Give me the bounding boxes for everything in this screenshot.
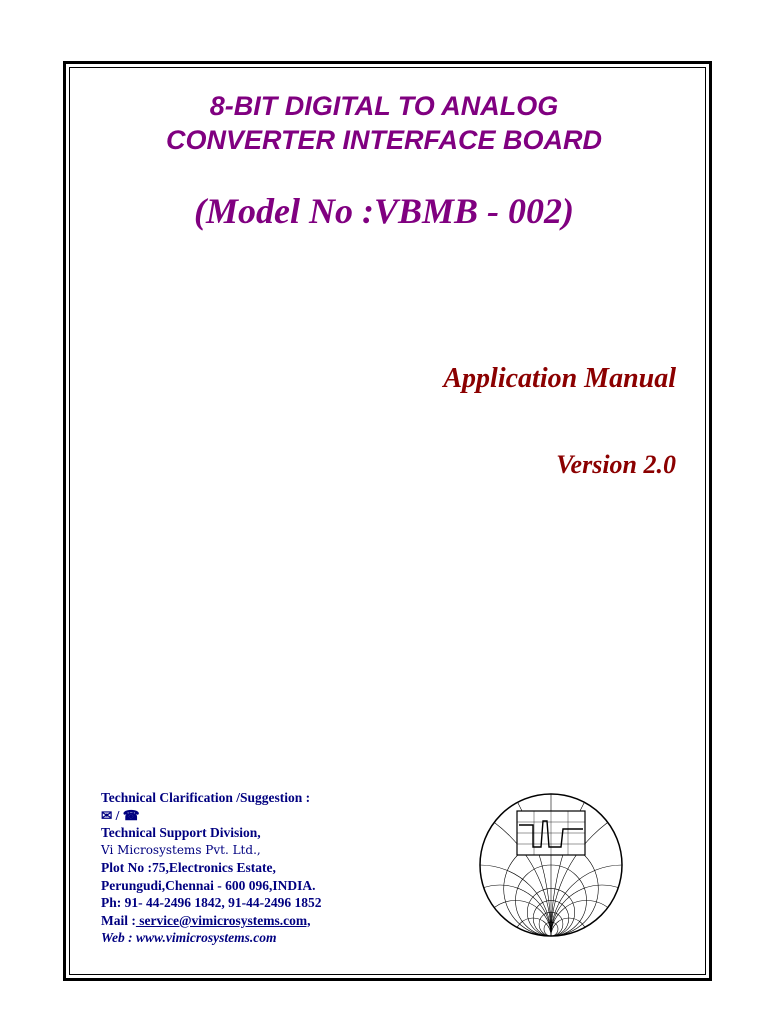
contact-heading: Technical Clarification /Suggestion :: [101, 790, 311, 805]
address-line-1: Plot No :75,Electronics Estate,: [101, 860, 276, 875]
model-number: (Model No :VBMB - 002): [194, 191, 574, 231]
smith-chart-logo-icon: [477, 791, 625, 939]
mail-line: [101, 912, 321, 930]
mail-link[interactable]: service@vimicrosystems.com,: [135, 912, 311, 928]
manual-label: Application Manual: [443, 363, 676, 394]
company-name: Vi Microsystems Pvt. Ltd.,: [101, 842, 261, 857]
support-division: Technical Support Division,: [101, 825, 261, 840]
version-label: Version 2.0: [556, 450, 676, 479]
contact-symbols: ✉ / ☎: [101, 807, 140, 823]
web-link[interactable]: Web : www.vimicrosystems.com: [101, 930, 277, 945]
title-line-2: CONVERTER INTERFACE BOARD: [165, 125, 603, 155]
contact-block: [101, 789, 321, 947]
phone-numbers: Ph: 91- 44-2496 1842, 91-44-2496 1852: [101, 895, 322, 910]
title-line-1: 8-BIT DIGITAL TO ANALOG: [209, 91, 559, 121]
mail-label: Mail :: [101, 912, 136, 928]
address-line-2: Perungudi,Chennai - 600 096,INDIA.: [101, 877, 316, 893]
